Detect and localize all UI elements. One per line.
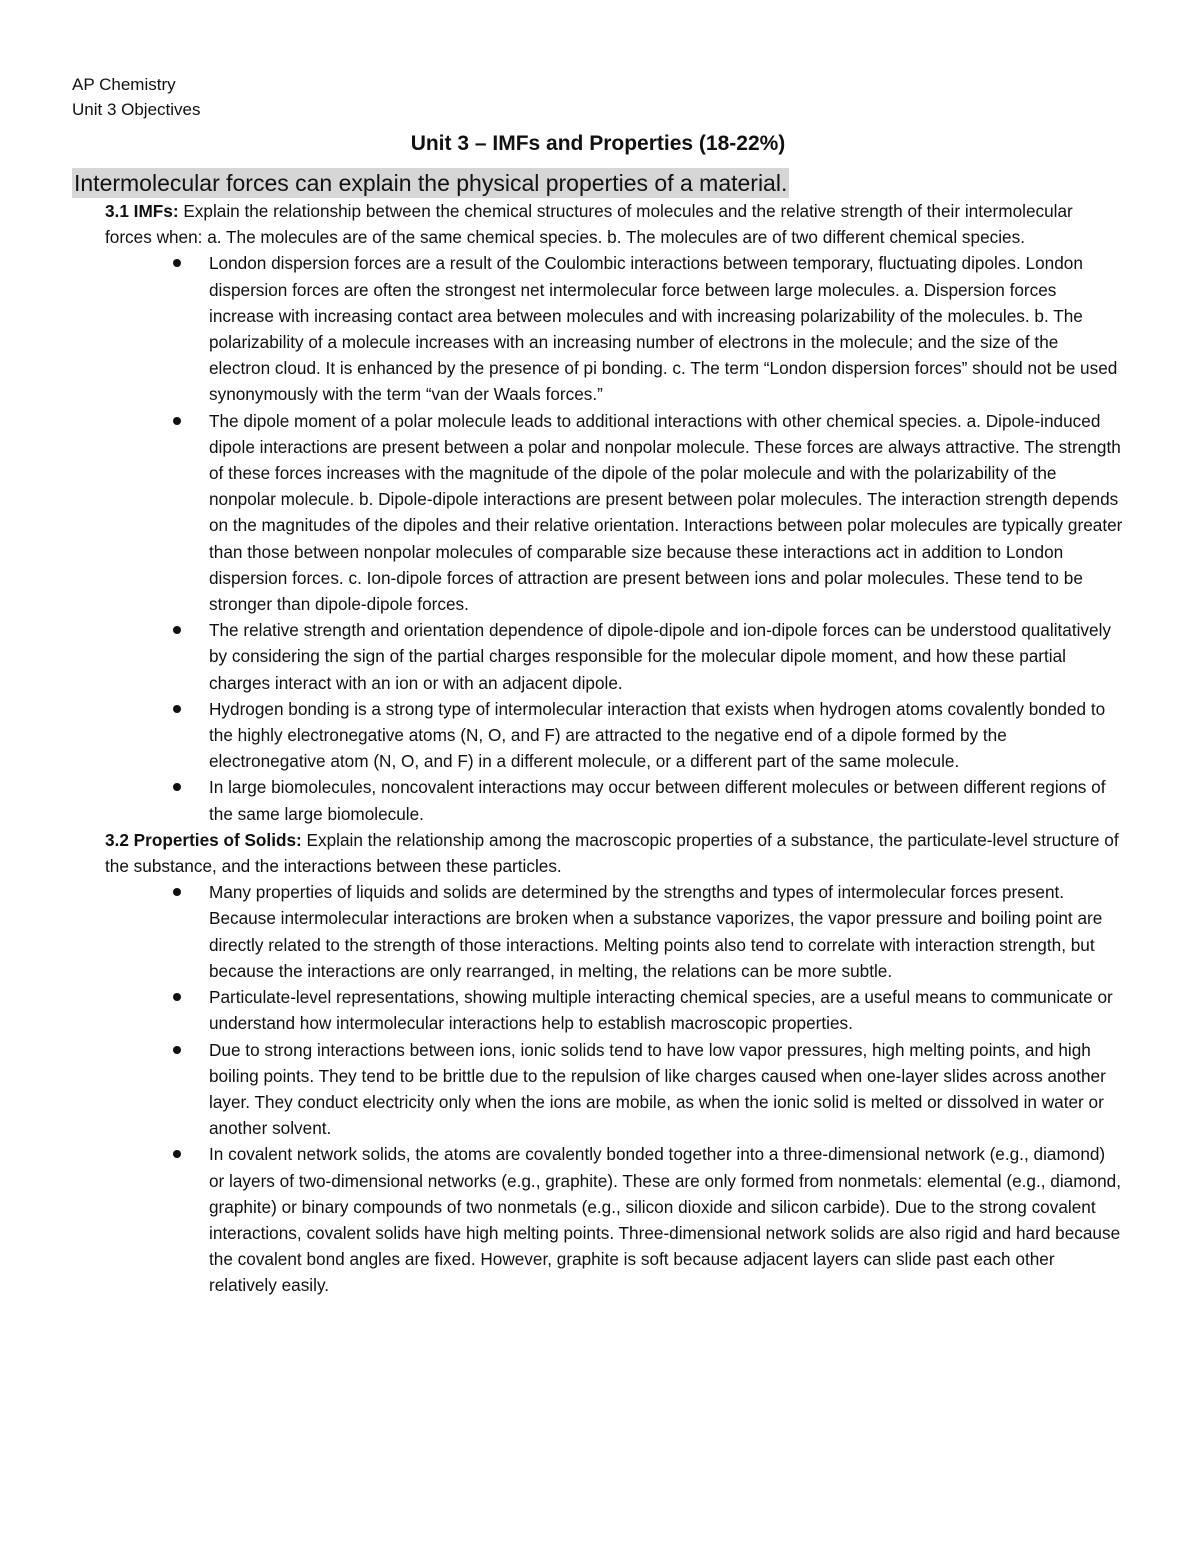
page-title: Unit 3 – IMFs and Properties (18-22%) [410, 132, 786, 155]
bullet-item: Due to strong interactions between ions, ionic solids tend to have low vapor pressures, high melting points, and high boiling points. They tend to be brittle due to the repulsion of like charges caused when one-layer slides across another layer. They conduct electricity only when the ions are mobile, as when the ionic solid is melted or dissolved in water or another solvent. [209, 1037, 1124, 1142]
bullet-list [105, 879, 1124, 1298]
section-description: Explain the relationship among the macroscopic properties of a substance, the particulate-level structure of the substance, and the interactions between these particles. [105, 829, 1119, 877]
bullet-item: In large biomolecules, noncovalent interactions may occur between different molecules or between different regions of the same large biomolecule. [209, 774, 1124, 826]
course-name: AP Chemistry [72, 75, 176, 94]
highlighted-banner: Intermolecular forces can explain the physical properties of a material. [74, 170, 788, 196]
section-description: Explain the relationship between the chemical structures of molecules and the relative strength of their intermolecular forces when: a. The molecules are of the same chemical species. b. The molecules are of two different chemical species. [105, 201, 1073, 248]
section-label: 3.2 Properties of Solids: [105, 829, 302, 850]
bullet-item: London dispersion forces are a result of the Coulombic interactions between temporary, fluctuating dipoles. London dispersion forces are often the strongest net intermolecular force between large molecules. a. Dispersion forces increase with increasing contact area between molecules and with increasing polarizability of the molecules. b. The polarizability of a molecule increases with an increasing number of electrons in the molecule; and the size of the electron cloud. It is enhanced by the presence of pi bonding. c. The term “London dispersion forces” should not be used synonymously with the term “van der Waals forces.” [209, 250, 1124, 407]
section-label: 3.1 IMFs: [105, 201, 179, 221]
section-heading [105, 198, 1124, 250]
section-3-2 [105, 827, 1124, 1299]
bullet-item: Many properties of liquids and solids are determined by the strengths and types of intermolecular forces present. Because intermolecular interactions are broken when a substance vaporizes, the vapor pressure and boiling point are directly related to the strength of those interactions. Melting points also tend to correlate with interaction strength, but because the interactions are only rearranged, in melting, the relations can be more subtle. [209, 879, 1124, 984]
bullet-list [105, 250, 1124, 826]
bullet-item: Hydrogen bonding is a strong type of intermolecular interaction that exists when hydrogen atoms covalently bonded to the highly electronegative atoms (N, O, and F) are attracted to the negative end of a dipole formed by the electronegative atom (N, O, and F) in a different molecule, or a different part of the same molecule. [209, 696, 1124, 775]
bullet-item: Particulate-level representations, showing multiple interacting chemical species, are a useful means to communicate or understand how intermolecular interactions help to establish macroscopic properties. [209, 984, 1124, 1036]
bullet-item: The relative strength and orientation dependence of dipole-dipole and ion-dipole forces can be understood qualitatively by considering the sign of the partial charges responsible for the molecular dipole moment, and how these partial charges interact with an ion or with an adjacent dipole. [209, 617, 1124, 696]
bullet-item: The dipole moment of a polar molecule leads to additional interactions with other chemical species. a. Dipole-induced dipole interactions are present between a polar and nonpolar molecule. These forces are always attractive. The strength of these forces increases with the magnitude of the dipole of the polar molecule and with the polarizability of the nonpolar molecule. b. Dipole-dipole interactions are present between polar molecules. The interaction strength depends on the magnitudes of the dipoles and their relative orientation. Interactions between polar molecules are typically greater than those between nonpolar molecules of comparable size because these interactions act in addition to London dispersion forces. c. Ion-dipole forces of attraction are present between ions and polar molecules. These tend to be stronger than dipole-dipole forces. [209, 408, 1124, 618]
section-3-1 [105, 198, 1124, 827]
unit-subtitle: Unit 3 Objectives [72, 100, 201, 119]
banner-row [72, 168, 1124, 198]
bullet-item: In covalent network solids, the atoms are covalently bonded together into a three-dimensional network (e.g., diamond) or layers of two-dimensional networks (e.g., graphite). These are only formed from nonmetals: elemental (e.g., diamond, graphite) or binary compounds of two nonmetals (e.g., silicon dioxide and silicon carbide). Due to the strong covalent interactions, covalent solids have high melting points. Three-dimensional network solids are also rigid and hard because the covalent bond angles are fixed. However, graphite is soft because adjacent layers can slide past each other relatively easily. [209, 1141, 1124, 1298]
section-heading [105, 827, 1124, 879]
